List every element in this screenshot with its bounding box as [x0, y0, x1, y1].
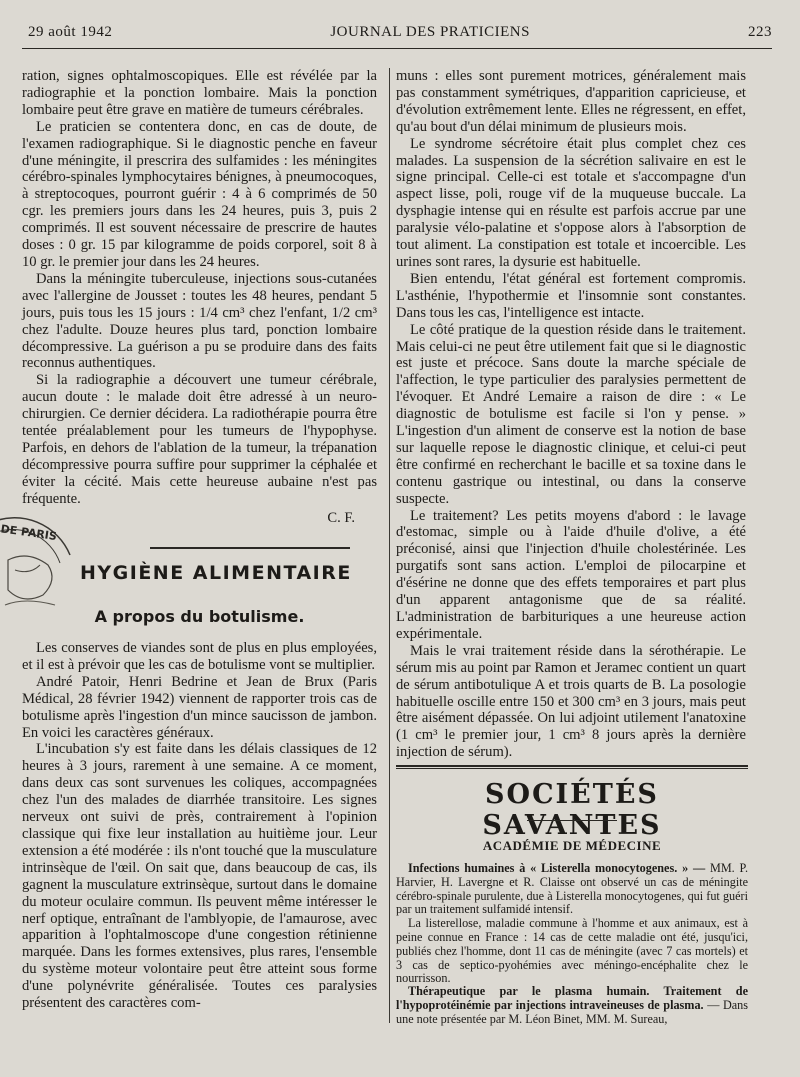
paragraph: Bien entendu, l'état général est fortement compromis. L'asthénie, l'hypothermie et l'insomnie sont constantes. Dans tous les cas, l'intelligence est intacte.: [396, 270, 746, 321]
paragraph: Si la radiographie a découvert une tumeur cérébrale, aucun doute : le malade doit être adressé à un neuro-chirurgien. Ce dernier décidera. La radiothérapie pourra être tentée préalablement pour les tumeurs de l'hypophyse. Parfois, en dehors de l'ablation de la tumeur, la trépanation décompressive pourra suffire pour supprimer la céphalée et éviter la cécité. Mais cette heureuse aubaine n'est pas fréquente.: [22, 372, 377, 507]
paragraph: Le traitement? Les petits moyens d'abord : le lavage d'estomac, simple ou à l'aide d'huile d'olive, a été préconisé, ainsi que l'injection d'huile cholestérinée. Les purgatifs sont sans action. L'emploi de pilocarpine et d'ésérine ne donne que des effets temporaires et part plus d'un apparent antagonisme que de sa réalité. L'administration de barbituriques a une heureuse action expérimentale.: [396, 507, 746, 642]
stamp-text: DE PARIS: [0, 522, 58, 544]
section-rule: [150, 547, 350, 549]
academy-item-listerella: [396, 862, 748, 986]
header-date: 29 août 1942: [28, 23, 113, 40]
header-rule: [22, 48, 772, 49]
header-journal-title: JOURNAL DES PRATICIENS: [330, 23, 530, 40]
academy-item-plasma: [396, 985, 748, 1026]
item-title: Thérapeutique par le plasma humain. Traitement de l'hypoprotéinémie par injections intraveineuses de plasma.: [396, 984, 748, 1012]
item-text: — Dans une note présentée par M. Léon Binet, MM. M. Sureau,: [396, 997, 749, 1026]
item-text: MM. P. Harvier, H. Lavergne et R. Claisse ont observé un cas de méningite cérébro-spinale purulente, due à Listerella monocytogenes, qui fut guéri par un traitement sulfamidé intensif.: [396, 861, 748, 917]
paragraph: Le syndrome sécrétoire était plus complet chez ces malades. La suspension de la sécrétion salivaire en est le signe principal. Celle-ci est totale et s'accompagne d'un aspect lisse, poli, rouge vif de la muqueuse buccale. La dysphagie intense qui en résulte est parfois accrue par une paralysie vélo-palatine et s'oppose alors à l'absorption de tout aliment. La constipation est totale et incoercible. Les urines sont rares, la dysurie est habituelle.: [396, 135, 746, 270]
left-column-botulism: [22, 640, 377, 1012]
academy-heading: ACADÉMIE DE MÉDECINE: [482, 838, 662, 853]
header-page-number: 223: [748, 23, 772, 40]
section-rule: [396, 768, 748, 769]
paragraph: Dans la méningite tuberculeuse, injections sous-cutanées avec l'allergine de Jousset : toutes les 48 heures, pendant 5 jours, puis tous les 15 jours : 1/4 cm³ chez l'enfant, 1/2 cm³ chez l'adulte. Douze heures plus tard, ponction lombaire décompressive. La guérison a pu se produire dans des faits reconnus authentiques.: [22, 270, 377, 372]
section-rule: [396, 765, 748, 767]
paragraph: Le praticien se contentera donc, en cas de doute, de l'examen radiographique. Si le diagnostic penche en faveur d'une méningite, il prescrira des sulfamides : les méningites cérébro-spinales lymphocytaires bénignes, à pneumocoques, à streptocoques, pourront guérir : 4 à 6 comprimés de 50 cgr. les premiers jours dans les 24 heures, puis 3, puis 2 comprimés. Il est souvent nécessaire de prescrire de hautes doses : 0 gr. 15 par kilogramme de poids corporel, soit 8 à 10 gr. le premier jour dans les 24 heures.: [22, 118, 377, 270]
paragraph: Mais le vrai traitement réside dans la sérothérapie. Le sérum mis au point par Ramon et Jeramec contient un quart de sérum antibotulique A et trois quarts de B. La posologie habituelle oscille entre 150 et 300 cm³ en 3 jours, mais peut être aisément dépassée. On lui adjoint utilement l'anatoxine (1 cm³ le premier jour, 1 cm³ 8 jours après la dernière injection de sérum).: [396, 642, 746, 761]
signature: C. F.: [327, 509, 355, 526]
right-column: [396, 68, 746, 761]
section-rule: [527, 820, 617, 821]
left-column: [22, 68, 377, 526]
column-divider: [389, 68, 390, 1023]
item-title: Infections humaines à « Listerella monocytogenes. » —: [408, 861, 706, 875]
paragraph: Les conserves de viandes sont de plus en plus employées, et il est à prévoir que les cas de botulisme vont se multiplier.: [22, 640, 377, 673]
page-header: [28, 20, 772, 44]
library-stamp: [0, 515, 82, 615]
paragraph: André Patoir, Henri Bedrine et Jean de Brux (Paris Médical, 28 février 1942) viennent de rapporter trois cas de botulisme après l'ingestion d'un mince saucisson de jambon. En voici les caractères généraux.: [22, 673, 377, 741]
paragraph: ration, signes ophtalmoscopiques. Elle est révélée par la radiographie et la ponction lombaire. Mais la ponction lombaire peut être grave en matière de tumeurs cérébrales.: [22, 68, 377, 118]
item-paragraph: La listerellose, maladie commune à l'homme et aux animaux, est à peine connue en France : 14 cas de cette maladie ont été, jusqu'ici, publiés chez l'homme, dont 11 cas de méningite (avec 7 cas mortels) et 3 cas de septico-pyohémies avec méningo-encéphalite chez le nourrisson.: [396, 916, 748, 986]
article-title: A propos du botulisme.: [94, 607, 305, 626]
section-title-societes: SOCIÉTÉS SAVANTES: [482, 779, 662, 841]
section-title: HYGIÈNE ALIMENTAIRE: [80, 562, 352, 584]
paragraph: muns : elles sont purement motrices, généralement mais pas constamment symétriques, d'apparition capricieuse, et d'évolution extrêmement lente. Elles ne régressent, en effet, qu'au bout d'un délai minimum de plusieurs mois.: [396, 68, 746, 135]
paragraph: Le côté pratique de la question réside dans le traitement. Mais celui-ci ne peut être utilement fait que si le diagnostic est juste et précoce. Sans doute la marche spéciale de l'affection, le type particulier des paralysies permettent de l'évoquer. Et André Lemaire a raison de dire : « Le diagnostic de botulisme est facile si l'on y pense. » L'ingestion d'un aliment de conserve est la notion de base sur laquelle repose le diagnostic clinique, et celui-ci peut être confirmé en recherchant le bacille et sa toxine dans le contenu gastrique ou intestinal, ou dans la conserve suspecte.: [396, 321, 746, 507]
paragraph: L'incubation s'y est faite dans les délais classiques de 12 heures à 3 jours, rarement à une semaine. A ce moment, dans deux cas sont survenues les coliques, accompagnées chez l'un des malades de diarrhée transitoire. Les signes nerveux ont suivi de près, contrairement à l'opinion classique qui fixe leur installation au huitième jour. Leur extension a été modérée : ils n'ont touché que la musculature intrinsèque de l'œil. On sait que, dans beaucoup de cas, ils gagnent la musculature extrinsèque, surtout dans le domaine du moteur oculaire commun. Ils peuvent même intéresser le nerf optique, entraînant de l'amblyopie, de l'amaurose, avec apparition à l'ophtalmoscope d'une congestion rétinienne marquée. Dans les formes extensives, plus rares, l'ensemble du système moteur volontaire peut être atteint sous forme d'une polynévrite généralisée. Toutes ces paralysies présentent des caractères com-: [22, 741, 377, 1012]
